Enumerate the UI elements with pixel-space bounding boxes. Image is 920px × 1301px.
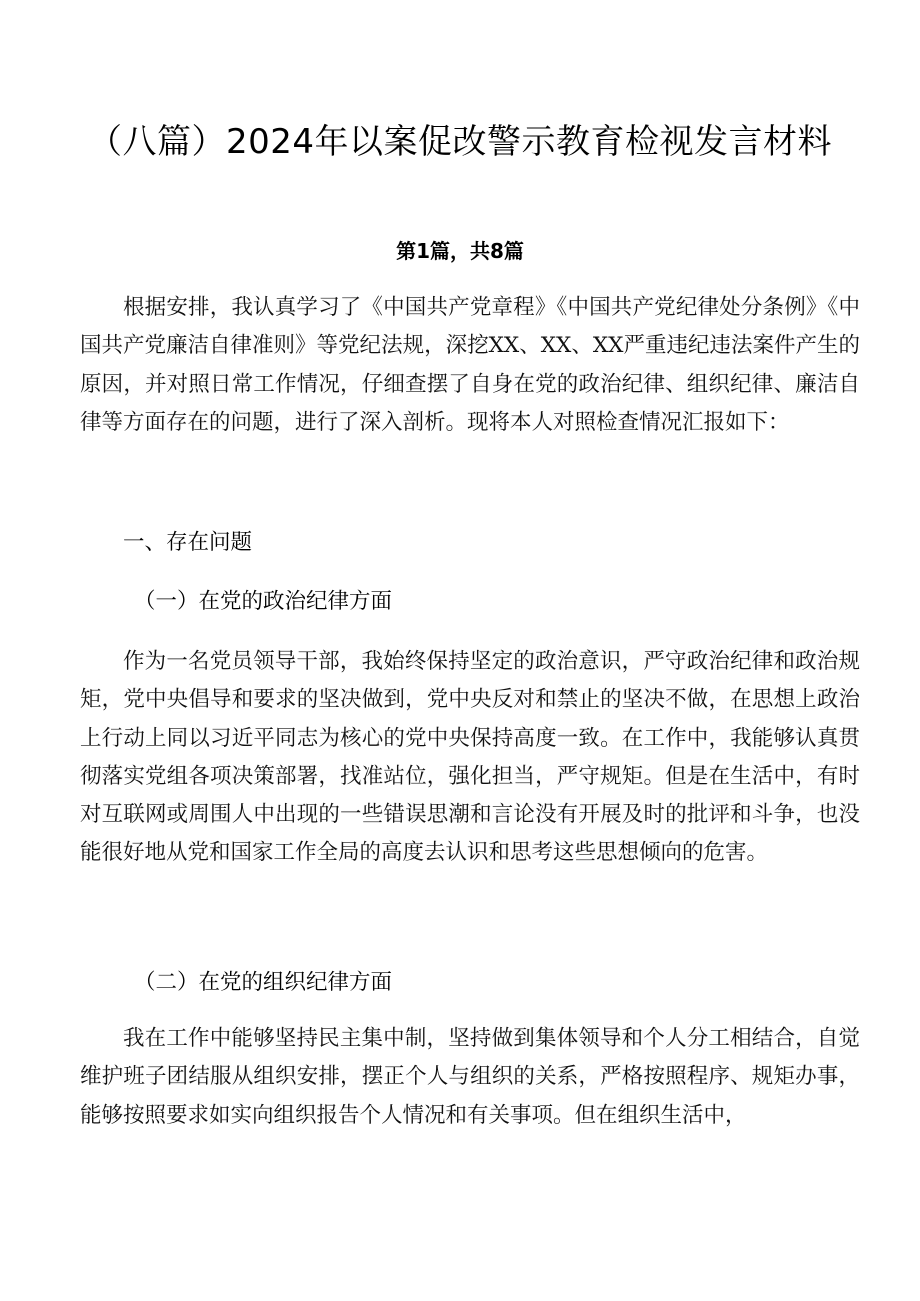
organizational-discipline-block	[80, 1020, 860, 1135]
intro-paragraph: 根据安排，我认真学习了《中国共产党章程》《中国共产党纪律处分条例》《中国共产党廉洁自律准则》等党纪法规，深挖XX、XX、XX严重违纪违法案件产生的原因，并对照日常工作情况，仔细查摆了自身在党的政治纪律、组织纪律、廉洁自律等方面存在的问题，进行了深入剖析。现将本人对照检查情况汇报如下：	[80, 295, 860, 435]
political-discipline-block	[80, 643, 860, 873]
document-title: （八篇）2024年以案促改警示教育检视发言材料	[87, 122, 833, 162]
document-subtitle: 第1篇，共8篇	[396, 239, 524, 263]
section-heading-problems: 一、存在问题	[123, 530, 253, 555]
subsection-heading-organizational-discipline: （二）在党的组织纪律方面	[134, 970, 393, 995]
intro-block	[80, 289, 860, 442]
organizational-discipline-paragraph: 我在工作中能够坚持民主集中制，坚持做到集体领导和个人分工相结合，自觉维护班子团结服从组织安排，摆正个人与组织的关系，严格按照程序、规矩办事，能够按照要求如实向组织报告个人情况和有关事项。但在组织生活中，	[80, 1026, 860, 1128]
subsection-heading-political-discipline: （一）在党的政治纪律方面	[134, 589, 393, 614]
political-discipline-paragraph: 作为一名党员领导干部，我始终保持坚定的政治意识，严守政治纪律和政治规矩，党中央倡导和要求的坚决做到，党中央反对和禁止的坚决不做，在思想上政治上行动上同以习近平同志为核心的党中央保持高度一致。在工作中，我能够认真贯彻落实党组各项决策部署，找准站位，强化担当，严守规矩。但是在生活中，有时对互联网或周围人中出现的一些错误思潮和言论没有开展及时的批评和斗争，也没能很好地从党和国家工作全局的高度去认识和思考这些思想倾向的危害。	[80, 649, 860, 866]
